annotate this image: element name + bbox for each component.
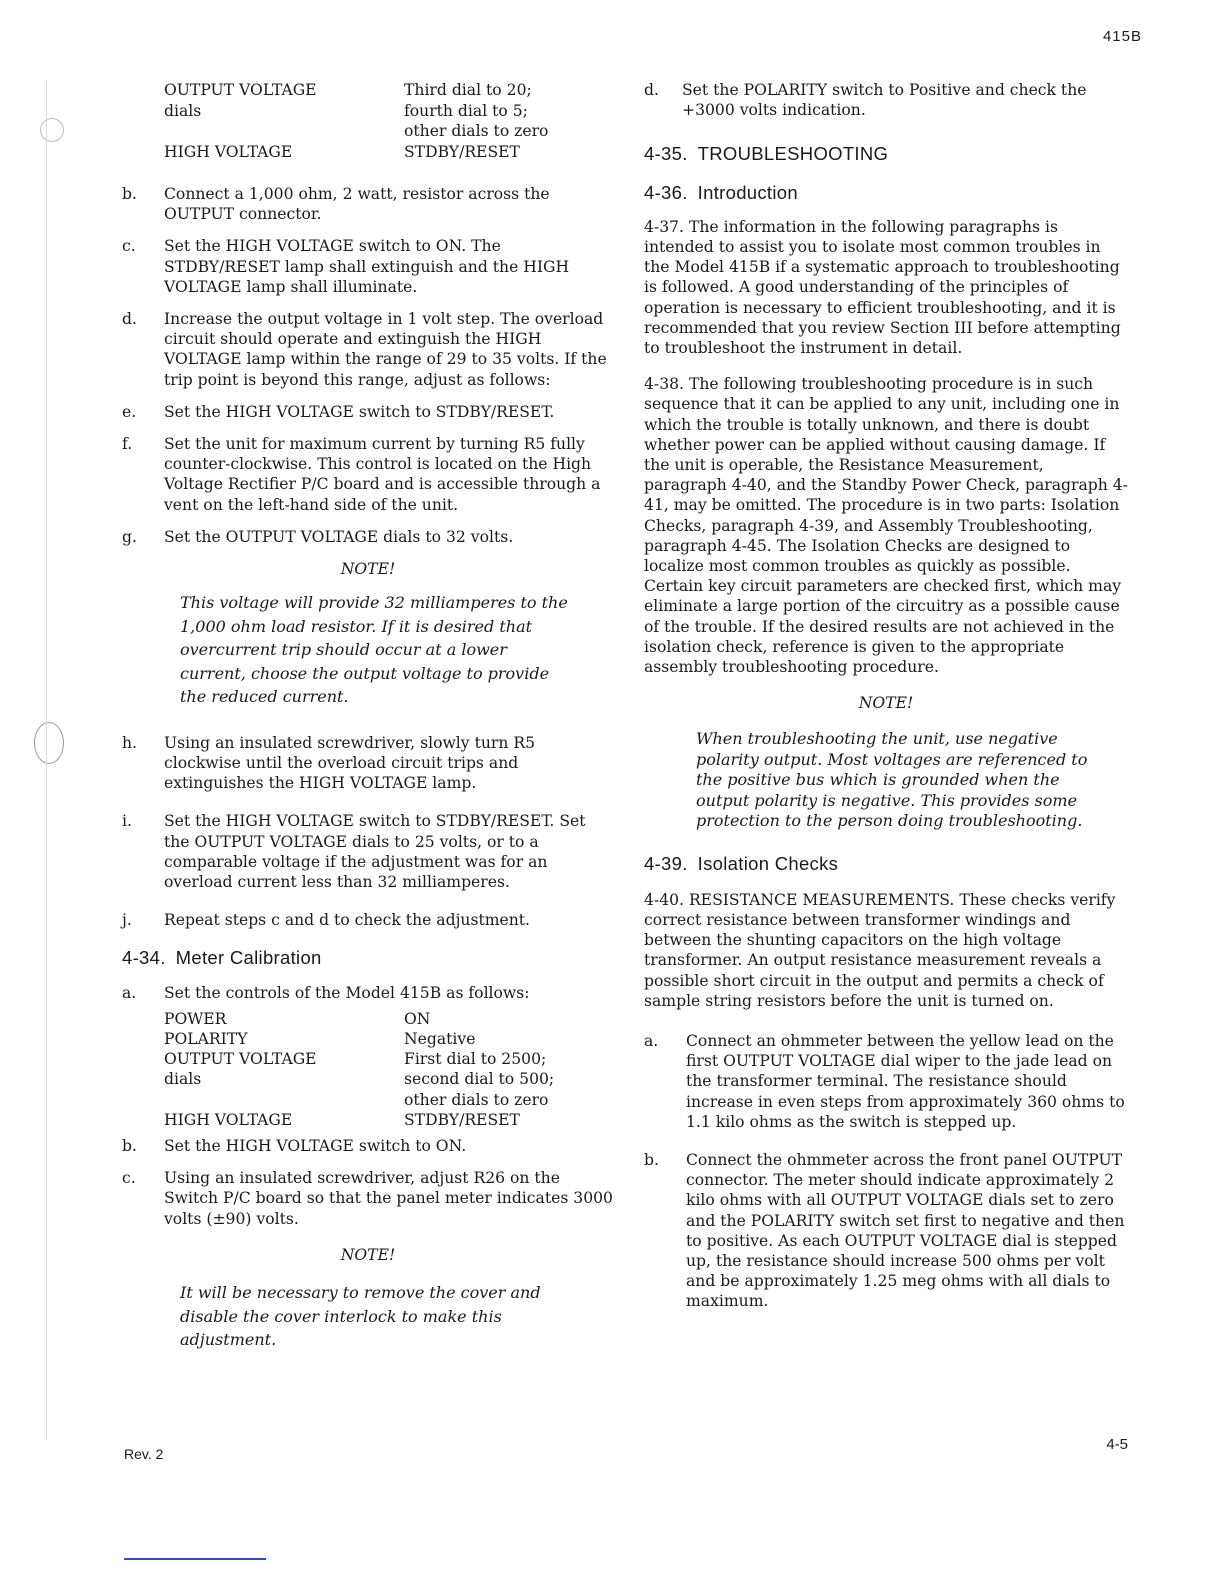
step-item xyxy=(122,811,614,892)
step-item xyxy=(122,402,614,422)
step-item xyxy=(122,910,614,930)
note-title: NOTE! xyxy=(858,694,914,713)
top-settings-table xyxy=(164,80,614,162)
step-label: h. xyxy=(122,733,137,752)
setting-control: POWER xyxy=(164,1009,227,1028)
step-item xyxy=(644,1031,1128,1132)
note-body: It will be necessary to remove the cover and disable the cover interlock to make this adjustment. xyxy=(180,1283,541,1350)
step-text: Set the POLARITY switch to Positive and check the +3000 volts indication. xyxy=(682,81,1087,120)
step-item xyxy=(122,184,614,224)
section-heading xyxy=(644,183,1128,203)
setting-value: First dial to 2500; second dial to 500; other dials to zero xyxy=(404,1050,555,1109)
section-title: Introduction xyxy=(697,181,798,203)
section-heading xyxy=(122,948,614,968)
step-label: a. xyxy=(122,983,137,1002)
setting-control: HIGH VOLTAGE xyxy=(164,142,293,161)
setting-value: Third dial to 20; fourth dial to 5; other dials to zero xyxy=(404,81,549,140)
step-text: Set the controls of the Model 415B as follows: xyxy=(164,983,530,1002)
binder-hole-mark xyxy=(34,722,64,764)
left-column xyxy=(122,80,614,1352)
setting-value: ON xyxy=(404,1009,431,1028)
step-label: d. xyxy=(122,310,137,329)
step-label: c. xyxy=(122,237,136,256)
scan-edge-line xyxy=(124,1558,266,1560)
step-text: Set the unit for maximum current by turning R5 fully counter-clockwise. This control is located on the High Voltage Rectifier P/C board and is accessible through a vent on the left-hand side of the unit. xyxy=(164,435,601,514)
section-number: 4-34. xyxy=(122,947,166,969)
step-label: e. xyxy=(122,402,137,421)
step-text: Set the HIGH VOLTAGE switch to ON. xyxy=(164,1137,467,1155)
setting-value: Negative xyxy=(404,1029,476,1048)
paragraph-4-37: 4-37. The information in the following paragraphs is intended to assist you to isolate most common troubles in the Model 415B if a systematic approach to troubleshooting is followed. A good understanding of the principles of operation is necessary to efficient troubleshooting, and it is recommended that you review Section III before attempting to troubleshoot the instrument in detail. xyxy=(644,217,1121,358)
section-number: 4-39. xyxy=(644,852,688,874)
step-text: Increase the output voltage in 1 volt step. The overload circuit should operate and extinguish the HIGH VOLTAGE lamp within the range of 29 to 35 volts. If the trip point is beyond this range, adjust as follows: xyxy=(164,310,607,389)
step-label: c. xyxy=(122,1169,136,1188)
step-text: Using an insulated screwdriver, slowly turn R5 clockwise until the overload circuit trips and extinguishes the HIGH VOLTAGE lamp. xyxy=(164,733,535,793)
step-label: a. xyxy=(644,1031,659,1050)
step-label: j. xyxy=(122,911,132,930)
right-column xyxy=(644,80,1128,1312)
step-text: Repeat steps c and d to check the adjustment. xyxy=(164,911,531,930)
step-text: Set the HIGH VOLTAGE switch to STDBY/RESET. Set the OUTPUT VOLTAGE dials to 25 volts, or to a comparable voltage if the adjustment was for an overload current less than 32 milliamperes. xyxy=(164,812,586,891)
note-body: When troubleshooting the unit, use negative polarity output. Most voltages are referenced to the positive bus which is grounded when the output polarity is negative. This provides some protection to the person doing troubleshooting. xyxy=(696,729,1088,831)
setting-control: POLARITY xyxy=(164,1029,248,1048)
step-text: Set the OUTPUT VOLTAGE dials to 32 volts. xyxy=(164,527,514,546)
section-title: Meter Calibration xyxy=(175,947,322,969)
note-title: NOTE! xyxy=(340,1245,396,1264)
paragraph-4-40: 4-40. RESISTANCE MEASUREMENTS. These checks verify correct resistance between transformer windings and between the shunting capacitors on the high voltage transformer. An output resistance measurement reveals a possible short circuit in the output and permits a check of sample string resistors before the unit is turned on. xyxy=(644,890,1116,1010)
setting-control: OUTPUT VOLTAGE dials xyxy=(164,1050,317,1089)
note-body: This voltage will provide 32 milliamperes to the 1,000 ohm load resistor. If it is desired that overcurrent trip should occur at a lower current, choose the output voltage to provide the reduced current. xyxy=(180,593,568,707)
section-title: TROUBLESHOOTING xyxy=(697,143,889,165)
step-label: b. xyxy=(644,1150,659,1169)
step-text: Connect a 1,000 ohm, 2 watt, resistor across the OUTPUT connector. xyxy=(164,185,550,224)
step-item xyxy=(122,434,614,515)
step-text: Set the HIGH VOLTAGE switch to STDBY/RESET. xyxy=(164,402,555,421)
section-title: Isolation Checks xyxy=(697,852,839,874)
page-edge-mark xyxy=(46,80,47,1440)
step-label: b. xyxy=(122,185,137,203)
meter-settings-table xyxy=(164,1009,614,1130)
section-heading xyxy=(644,144,1128,164)
paragraph-4-38: 4-38. The following troubleshooting procedure is in such sequence that it can be applied to any unit, including one in which the trouble is totally unknown, and there is doubt whether power can be applied without causing damage. If the unit is operable, the Resistance Measurement, paragraph 4-40, and the Standby Power Check, paragraph 4-41, may be omitted. The procedure is in two parts: Isolation Checks, paragraph 4-39, and Assembly Troubleshooting, paragraph 4-45. The Isolation Checks are designed to localize most common troubles as quickly as possible. Certain key circuit parameters are checked first, which may eliminate a large portion of the circuitry as a possible cause of the trouble. If the desired results are not achieved in the isolation check, reference is given to the appropriate assembly troubleshooting procedure. xyxy=(644,375,1128,677)
setting-control: HIGH VOLTAGE xyxy=(164,1110,293,1129)
step-text: Connect an ohmmeter between the yellow lead on the first OUTPUT VOLTAGE dial wiper to the jade lead on the transformer terminal. The resistance should increase in even steps from approximately 360 ohms to 1.1 kilo ohms as the switch is stepped up. xyxy=(686,1031,1125,1131)
step-label: i. xyxy=(122,812,132,831)
page-number: 4-5 xyxy=(1106,1436,1128,1453)
step-label: b. xyxy=(122,1137,137,1155)
step-item xyxy=(122,236,614,297)
note-title: NOTE! xyxy=(340,560,396,579)
setting-value: STDBY/RESET xyxy=(404,142,520,161)
setting-value: STDBY/RESET xyxy=(404,1110,520,1129)
step-text: Using an insulated screwdriver, adjust R26 on the Switch P/C board so that the panel meter indicates 3000 volts (±90) volts. xyxy=(164,1169,613,1228)
step-item xyxy=(122,1168,614,1229)
section-number: 4-36. xyxy=(644,181,688,203)
section-number: 4-35. xyxy=(644,143,688,165)
step-item xyxy=(122,309,614,390)
step-text: Connect the ohmmeter across the front panel OUTPUT connector. The meter should indicate approximately 2 kilo ohms with all OUTPUT VOLTAGE dials set to zero and the POLARITY switch set first to negative and then to positive. As each OUTPUT VOLTAGE dial is stepped up, the resistance should increase 500 ohms per volt and be approximately 1.25 meg ohms with all dials to maximum. xyxy=(686,1150,1125,1311)
step-label: g. xyxy=(122,527,137,546)
revision-label: Rev. 2 xyxy=(124,1446,164,1462)
page-code: 415B xyxy=(1102,28,1142,45)
step-item xyxy=(644,1150,1128,1312)
step-item xyxy=(122,733,614,794)
step-item xyxy=(122,983,614,1003)
step-item xyxy=(122,1136,614,1156)
step-label: f. xyxy=(122,435,133,454)
section-heading xyxy=(644,854,1128,874)
step-item xyxy=(644,80,1128,120)
binder-hole-mark xyxy=(40,118,64,142)
step-text: Set the HIGH VOLTAGE switch to ON. The STDBY/RESET lamp shall extinguish and the HIGH VOLTAGE lamp shall illuminate. xyxy=(164,237,570,296)
setting-control: OUTPUT VOLTAGE dials xyxy=(164,81,317,120)
step-item xyxy=(122,527,614,547)
step-label: d. xyxy=(644,81,659,99)
